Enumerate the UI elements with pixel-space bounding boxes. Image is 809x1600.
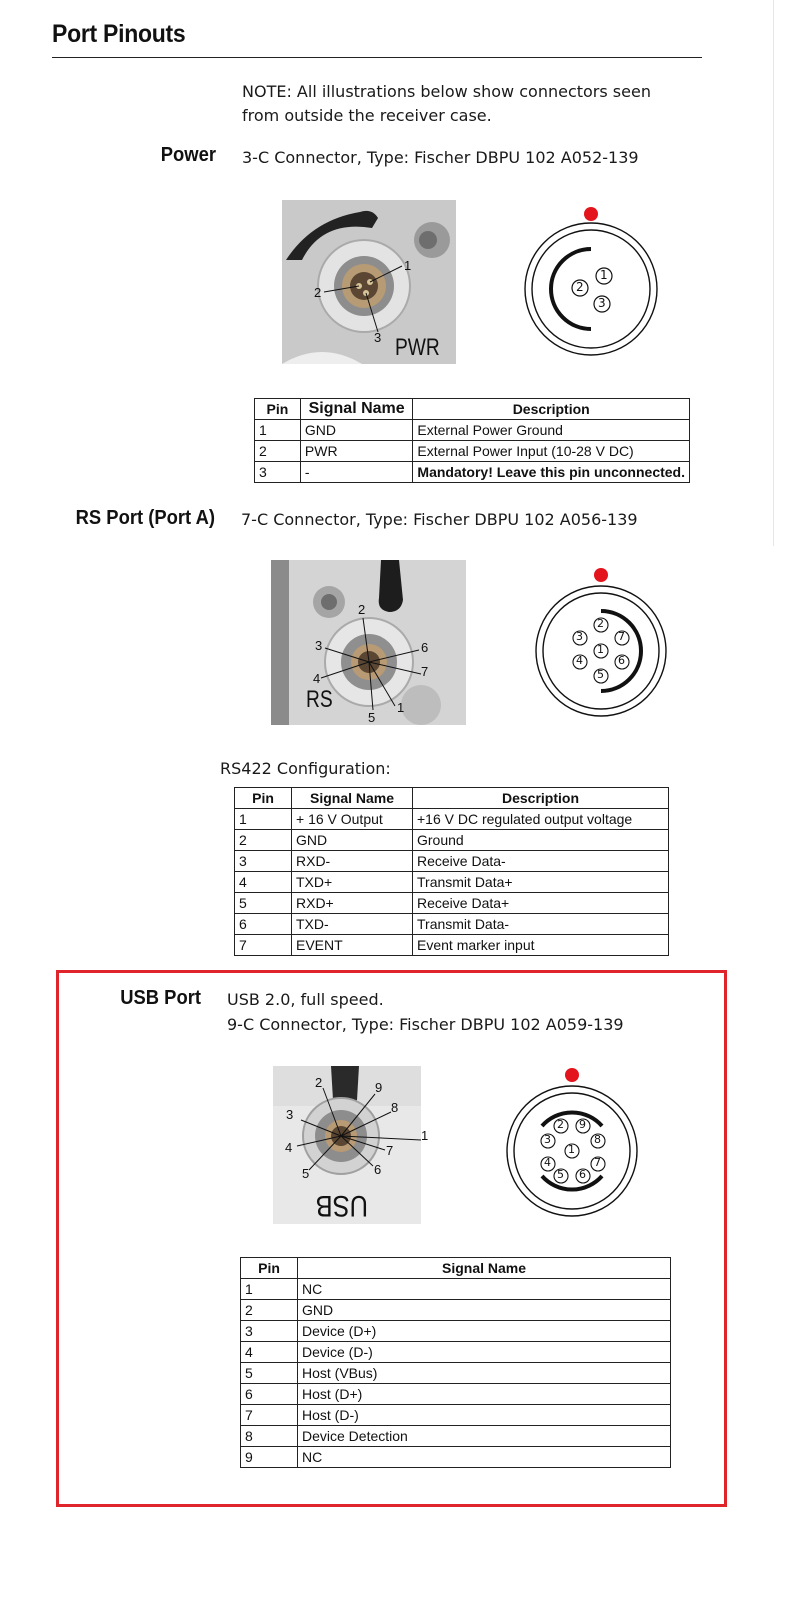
title-rule: [52, 57, 702, 58]
rs-pin-diagram: [534, 566, 668, 718]
usb-callout-2: 2: [315, 1075, 323, 1090]
table-cell: 3: [241, 1321, 298, 1342]
usb-diagram-pin-6: 6: [579, 1168, 586, 1181]
rs-callout-3: 3: [315, 638, 323, 653]
rs-callout-1: 1: [397, 700, 405, 715]
rs-connector-photo: [271, 560, 466, 725]
table-cell: Device (D-): [298, 1342, 671, 1363]
table-cell: + 16 V Output: [292, 809, 413, 830]
rs-callout-5: 5: [368, 710, 376, 725]
rs-connector-text: 7-C Connector, Type: Fischer DBPU 102 A056-139: [241, 510, 638, 529]
table-row: [241, 1342, 671, 1363]
rs-diagram-pin-5: 5: [597, 668, 604, 681]
power-pin-diagram: [526, 205, 660, 355]
table-cell: PWR: [300, 441, 413, 462]
page-title: Port Pinouts: [52, 20, 186, 48]
table-cell: RXD+: [292, 893, 413, 914]
table-cell: 3: [235, 851, 292, 872]
usb-speed-text: USB 2.0, full speed.: [227, 990, 384, 1009]
power-connector-photo: [282, 200, 456, 364]
col-signal-name: Signal Name: [292, 788, 413, 809]
usb-connector-photo: [273, 1066, 429, 1224]
table-cell: 4: [241, 1342, 298, 1363]
table-cell: 1: [241, 1279, 298, 1300]
table-cell: -: [300, 462, 413, 483]
table-row: [241, 1447, 671, 1468]
table-row: [241, 1363, 671, 1384]
table-cell: 9: [241, 1447, 298, 1468]
table-row: [235, 830, 669, 851]
table-cell: 5: [235, 893, 292, 914]
usb-callout-8: 8: [391, 1100, 399, 1115]
usb-callout-7: 7: [386, 1143, 394, 1158]
usb-connector-text: 9-C Connector, Type: Fischer DBPU 102 A059-139: [227, 1015, 624, 1034]
usb-diagram-pin-8: 8: [594, 1133, 601, 1146]
table-row: [241, 1426, 671, 1447]
table-cell: Receive Data-: [413, 851, 669, 872]
usb-callout-4: 4: [285, 1140, 293, 1155]
table-cell: TXD+: [292, 872, 413, 893]
table-cell: Event marker input: [413, 935, 669, 956]
usb-diagram-pin-2: 2: [557, 1118, 564, 1131]
note-text: NOTE: All illustrations below show connectors seen from outside the receiver case.: [242, 82, 651, 125]
table-cell: 1: [255, 420, 301, 441]
power-pin-table: [254, 398, 690, 483]
table-cell: TXD-: [292, 914, 413, 935]
col-description: Description: [413, 399, 690, 420]
table-cell: Device (D+): [298, 1321, 671, 1342]
table-row: [235, 809, 669, 830]
table-row: [241, 1321, 671, 1342]
power-diagram-pin-2: 2: [576, 280, 584, 294]
usb-pin-diagram: [505, 1066, 639, 1218]
usb-diagram-drawing: [505, 1066, 639, 1218]
table-cell: 7: [241, 1405, 298, 1426]
rs-callout-4: 4: [313, 671, 321, 686]
col-signal-name: Signal Name: [300, 399, 413, 420]
table-cell: +16 V DC regulated output voltage: [413, 809, 669, 830]
table-cell: Host (D+): [298, 1384, 671, 1405]
rs-pin-table: [234, 787, 669, 956]
table-cell: NC: [298, 1279, 671, 1300]
table-cell: NC: [298, 1447, 671, 1468]
table-cell: EVENT: [292, 935, 413, 956]
table-cell: Ground: [413, 830, 669, 851]
table-cell: Transmit Data+: [413, 872, 669, 893]
table-row: [255, 462, 690, 483]
table-cell: Host (VBus): [298, 1363, 671, 1384]
table-cell: GND: [298, 1300, 671, 1321]
table-row: [235, 935, 669, 956]
power-callout-2: 2: [314, 285, 322, 300]
table-row: [235, 851, 669, 872]
table-cell: External Power Input (10-28 V DC): [413, 441, 690, 462]
table-cell: 5: [241, 1363, 298, 1384]
table-cell: 3: [255, 462, 301, 483]
power-diagram-pin-1: 1: [600, 268, 608, 282]
rs-diagram-pin-4: 4: [576, 654, 583, 667]
power-callout-1: 1: [404, 258, 412, 273]
usb-diagram-pin-3: 3: [544, 1133, 551, 1146]
usb-port-label: USB Port: [120, 987, 201, 1009]
rs-diagram-pin-7: 7: [618, 630, 625, 643]
table-cell: GND: [300, 420, 413, 441]
power-diagram-drawing: [526, 205, 660, 355]
rs-port-label: RS Port (Port A): [75, 507, 215, 529]
usb-photo-label: USB: [315, 1189, 369, 1222]
usb-diagram-pin-7: 7: [594, 1156, 601, 1169]
table-cell: 8: [241, 1426, 298, 1447]
usb-diagram-pin-4: 4: [544, 1156, 551, 1169]
rs-diagram-drawing: [534, 566, 668, 718]
col-signal-name: Signal Name: [298, 1258, 671, 1279]
table-cell: 1: [235, 809, 292, 830]
table-row: [241, 1300, 671, 1321]
rs-callout-6: 6: [421, 640, 429, 655]
table-cell-warning: Mandatory! Leave this pin unconnected.: [413, 462, 690, 483]
rs-diagram-pin-2: 2: [597, 617, 604, 630]
usb-diagram-pin-9: 9: [579, 1118, 586, 1131]
rs-photo-drawing: [271, 560, 466, 725]
power-connector-text: 3-C Connector, Type: Fischer DBPU 102 A052-139: [242, 148, 639, 167]
power-callout-3: 3: [374, 330, 382, 345]
rs-callout-7: 7: [421, 664, 429, 679]
table-row: [241, 1279, 671, 1300]
usb-callout-9: 9: [375, 1080, 383, 1095]
rs-diagram-pin-3: 3: [576, 630, 583, 643]
rs-diagram-pin-1: 1: [597, 643, 604, 656]
rs422-config-title: RS422 Configuration:: [220, 759, 391, 778]
usb-diagram-pin-5: 5: [557, 1168, 564, 1181]
usb-callout-1: 1: [421, 1128, 429, 1143]
table-cell: External Power Ground: [413, 420, 690, 441]
rs-callout-2: 2: [358, 602, 366, 617]
table-cell: GND: [292, 830, 413, 851]
table-cell: Host (D-): [298, 1405, 671, 1426]
col-pin: Pin: [235, 788, 292, 809]
usb-callout-6: 6: [374, 1162, 382, 1177]
table-row: [255, 420, 690, 441]
table-row: [235, 893, 669, 914]
table-cell: Receive Data+: [413, 893, 669, 914]
table-row: [235, 872, 669, 893]
table-cell: 2: [235, 830, 292, 851]
usb-pin-table: [240, 1257, 671, 1468]
table-cell: 7: [235, 935, 292, 956]
table-cell: 2: [255, 441, 301, 462]
power-photo-label: PWR: [395, 334, 440, 361]
table-cell: RXD-: [292, 851, 413, 872]
col-pin: Pin: [241, 1258, 298, 1279]
table-header-row: [235, 788, 669, 809]
usb-callout-5: 5: [302, 1166, 310, 1181]
table-row: [255, 441, 690, 462]
table-row: [235, 914, 669, 935]
table-cell: 2: [241, 1300, 298, 1321]
power-diagram-pin-3: 3: [598, 296, 606, 310]
table-row: [241, 1405, 671, 1426]
col-description: Description: [413, 788, 669, 809]
usb-diagram-pin-1: 1: [568, 1143, 575, 1156]
table-cell: 6: [235, 914, 292, 935]
table-row: [241, 1384, 671, 1405]
usb-callout-3: 3: [286, 1107, 294, 1122]
page-edge-line: [773, 0, 774, 546]
table-cell: Transmit Data-: [413, 914, 669, 935]
table-cell: Device Detection: [298, 1426, 671, 1447]
table-header-row: [241, 1258, 671, 1279]
table-cell: 6: [241, 1384, 298, 1405]
col-pin: Pin: [255, 399, 301, 420]
rs-photo-label: RS: [306, 686, 333, 713]
rs-diagram-pin-6: 6: [618, 654, 625, 667]
table-header-row: [255, 399, 690, 420]
table-cell: 4: [235, 872, 292, 893]
power-label: Power: [160, 144, 216, 166]
